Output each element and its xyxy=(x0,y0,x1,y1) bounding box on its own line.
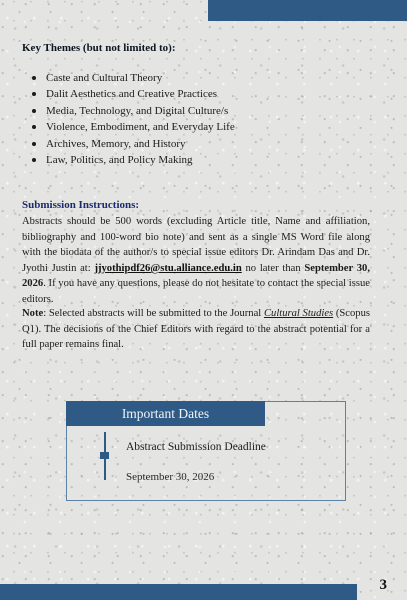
instructions-text: . If you have any questions, please do not hesitate to contact the special issue editors. xyxy=(22,278,370,305)
list-item xyxy=(30,103,235,119)
deadline-text: September 30, 2026 xyxy=(22,262,370,290)
journal-name: Cultural Studies xyxy=(263,308,334,319)
deadline-date-value: September 30, 2026 xyxy=(126,471,215,483)
list-item xyxy=(30,136,235,152)
key-themes-list xyxy=(30,70,235,168)
bullet-icon xyxy=(32,109,36,113)
theme-label: Dalit Aesthetics and Creative Practices xyxy=(46,88,218,101)
bottom-accent-bar xyxy=(0,584,357,600)
note-paragraph xyxy=(22,306,370,353)
theme-label: Archives, Memory, and History xyxy=(46,137,186,150)
note-label: Note xyxy=(22,308,44,319)
bullet-icon xyxy=(32,125,36,129)
bullet-icon xyxy=(32,142,36,146)
instructions-text: no later than xyxy=(241,262,305,274)
list-item xyxy=(30,86,235,102)
instructions-text: Abstracts should be 500 words (excluding Article title, Name and affiliation, bibliography and 100-word bio note) and sent as a single MS Word file along with the biodata of the author/s to special issue editors Dr. Arindam Das and Dr. Jyothi Justin at: xyxy=(22,216,370,274)
deadline-event-label: Abstract Submission Deadline xyxy=(126,441,266,453)
theme-label: Caste and Cultural Theory xyxy=(46,72,163,84)
note-text: (Scopus Q1). The decisions of the Chief Editors with regard to the abstract potential for a full paper remains final. xyxy=(22,308,370,351)
list-item xyxy=(30,152,235,168)
list-item xyxy=(30,119,235,135)
bullet-icon xyxy=(32,76,36,80)
theme-label: Violence, Embodiment, and Everyday Life xyxy=(46,121,235,134)
list-item xyxy=(30,70,235,86)
bullet-icon xyxy=(32,158,36,162)
important-dates-title: Important Dates xyxy=(66,401,265,426)
editor-email-link[interactable]: jjyothipdf26@stu.alliance.edu.in xyxy=(94,262,242,274)
submission-instructions-heading: Submission Instructions: xyxy=(22,199,140,211)
bullet-icon xyxy=(32,92,36,96)
note-text: : Selected abstracts will be submitted to the Journal xyxy=(43,308,264,319)
theme-label: Law, Politics, and Policy Making xyxy=(46,154,193,167)
top-accent-bar xyxy=(208,0,407,21)
theme-label: Media, Technology, and Digital Culture/s xyxy=(46,104,229,117)
page-number: 3 xyxy=(379,577,387,593)
timeline-marker-icon xyxy=(100,452,109,459)
submission-instructions-paragraph xyxy=(22,214,370,308)
key-themes-heading: Key Themes (but not limited to): xyxy=(22,42,176,54)
